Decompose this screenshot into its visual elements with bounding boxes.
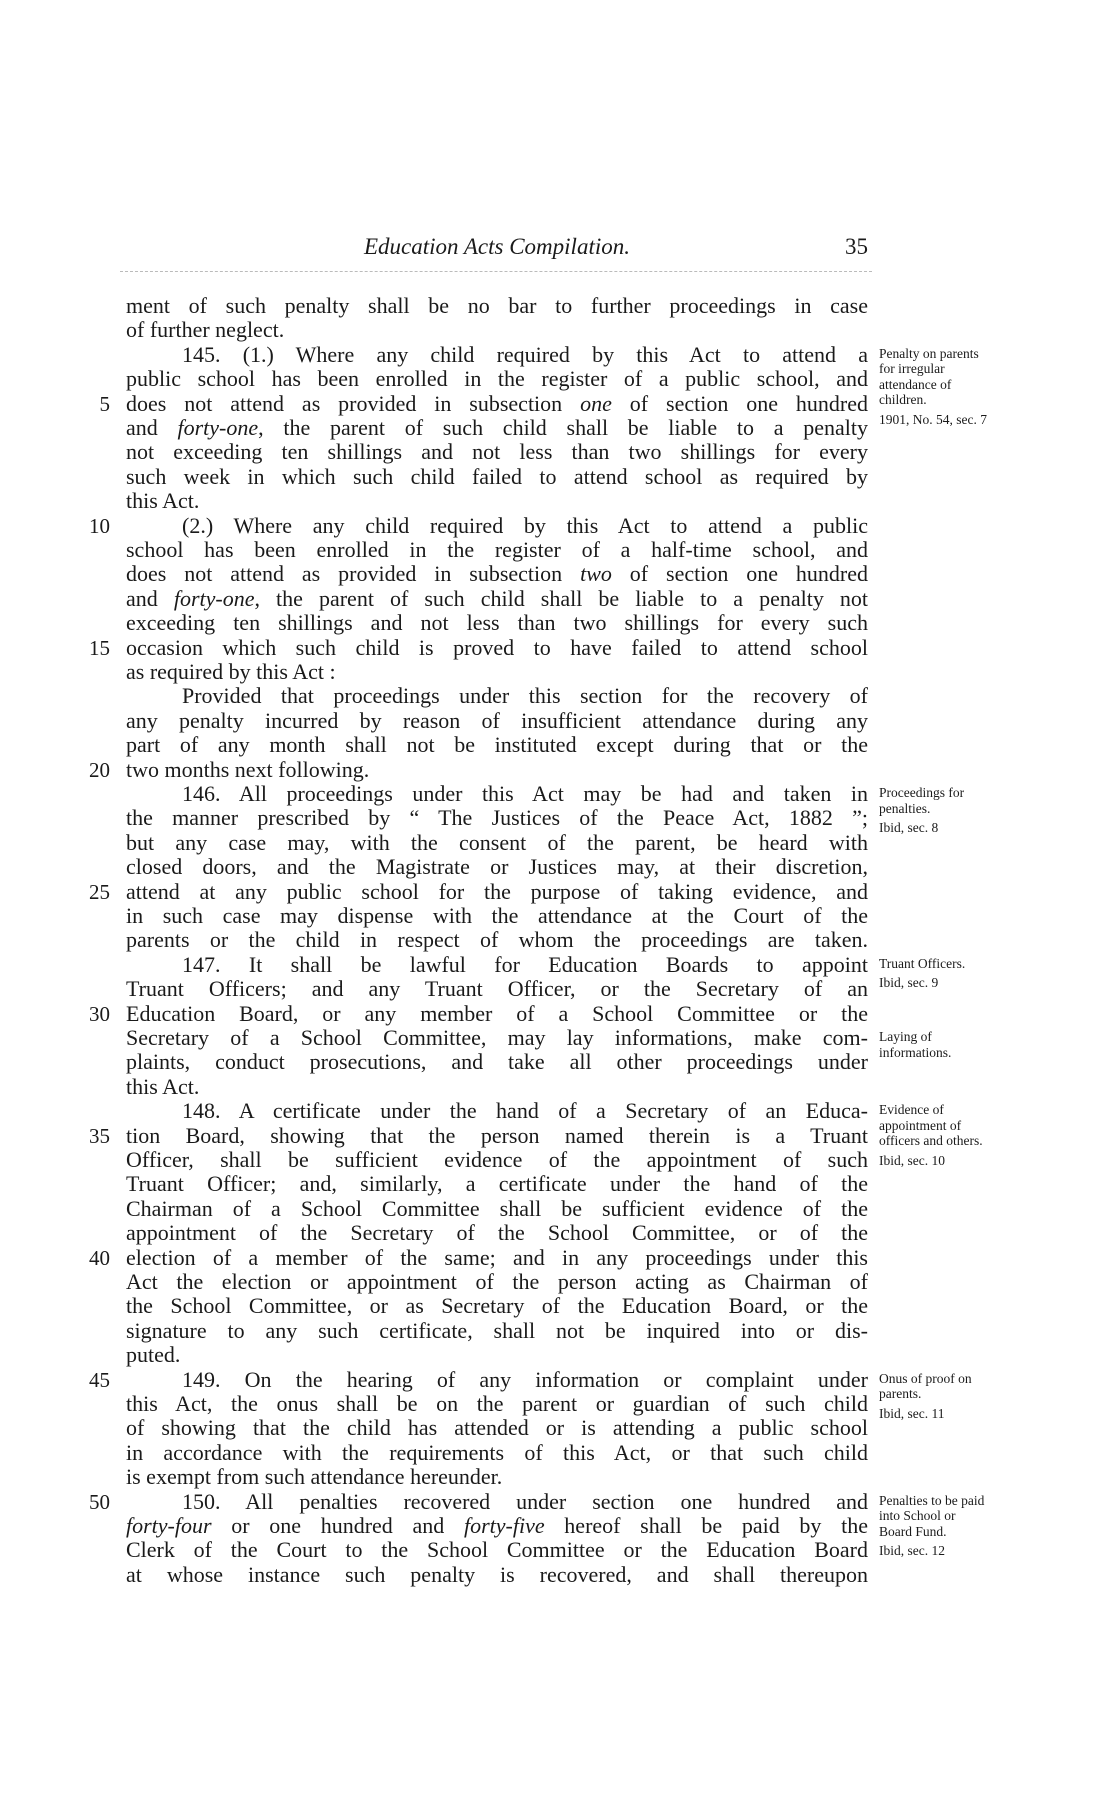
text-segment: Provided that proceedings under this section for the recovery of — [182, 683, 868, 709]
text-segment: does not attend as provided in subsection — [126, 561, 581, 587]
margin-note-line: attendance of — [879, 376, 952, 392]
text-segment: 149. On the hearing of any information or complaint under — [182, 1366, 868, 1392]
margin-note-line: Ibid, sec. 12 — [879, 1543, 945, 1559]
text-segment: and — [126, 415, 178, 440]
text-line — [126, 880, 868, 904]
margin-note — [879, 1029, 1109, 1060]
text-segment: election of a member of the same; and in any proceedings under this — [126, 1244, 868, 1270]
text-line — [126, 1026, 868, 1050]
text-line — [126, 1148, 868, 1172]
line-number: 50 — [89, 1489, 110, 1514]
text-line — [126, 1416, 868, 1440]
italic-text: forty-one — [177, 415, 259, 440]
text-segment: this Act, the onus shall be on the parent or guardian of such child — [126, 1391, 868, 1416]
italic-text: one — [580, 390, 612, 416]
text-segment: plaints, conduct prosecutions, and take all other proceedings under — [126, 1049, 868, 1075]
margin-note-line: Laying of — [879, 1029, 932, 1044]
text-line — [126, 1294, 868, 1318]
text-segment: this Act. — [126, 488, 200, 514]
text-segment: not exceeding ten shillings and not less than two shillings for every — [126, 439, 868, 465]
text-segment: but any case may, with the consent of the parent, be heard with — [126, 829, 868, 855]
text-segment: attend at any public school for the purpose of taking evidence, and — [126, 878, 868, 904]
text-segment: and — [126, 585, 174, 611]
text-segment: 150. All penalties recovered under section one hundred and — [182, 1488, 868, 1514]
text-line — [126, 1075, 868, 1099]
line-number: 5 — [99, 391, 110, 416]
header-title: Education Acts Compilation. — [364, 234, 630, 259]
text-segment: puted. — [126, 1342, 181, 1368]
text-segment: in accordance with the requirements of this Act, or that such child — [126, 1439, 868, 1465]
text-line — [182, 953, 868, 977]
text-line — [126, 1172, 868, 1196]
text-line — [182, 1490, 868, 1514]
text-segment: Officer, shall be sufficient evidence of the appointment of such — [126, 1147, 868, 1172]
text-line — [126, 294, 868, 318]
text-line — [126, 1270, 868, 1294]
text-segment: 148. A certificate under the hand of a Secretary of an Educa- — [182, 1098, 868, 1124]
text-segment: of showing that the child has attended or is attending a public school — [126, 1415, 868, 1441]
text-segment: Chairman of a School Committee shall be sufficient evidence of the — [126, 1195, 868, 1221]
text-line — [126, 1221, 868, 1245]
text-segment: the manner prescribed by “ The Justices of the Peace Act, 1882 ”; — [126, 805, 868, 831]
line-number: 30 — [89, 1001, 110, 1026]
text-segment: the School Committee, or as Secretary of the Education Board, or the — [126, 1293, 868, 1319]
text-segment: , the parent of such child shall be liable to a penalty — [258, 415, 868, 440]
margin-note-line: Evidence of — [879, 1102, 944, 1118]
text-segment: (2.) Where any child required by this Act to attend a public — [182, 512, 868, 538]
text-segment: closed doors, and the Magistrate or Justices may, at their discretion, — [126, 854, 868, 880]
text-line — [126, 1050, 868, 1074]
text-segment: Secretary of a School Committee, may lay informations, make com- — [126, 1025, 868, 1050]
text-line — [126, 831, 868, 855]
margin-note — [879, 1371, 1109, 1422]
margin-note-line: informations. — [879, 1044, 952, 1060]
text-segment: of section one hundred — [611, 561, 869, 587]
text-line — [182, 514, 868, 538]
text-segment: school has been enrolled in the register of a half-time school, and — [126, 537, 868, 562]
margin-note — [879, 1102, 1109, 1168]
text-line — [126, 806, 868, 830]
margin-note-line: into School or — [879, 1508, 956, 1524]
margin-note-line: Board Fund. — [879, 1523, 947, 1539]
text-segment: such week in which such child failed to attend school as required by — [126, 463, 868, 489]
text-line — [126, 489, 868, 513]
text-segment: this Act. — [126, 1073, 200, 1099]
line-number: 40 — [89, 1245, 110, 1270]
italic-text: forty-four — [126, 1513, 212, 1538]
text-line — [126, 904, 868, 928]
italic-text: two — [580, 561, 612, 587]
text-segment: does not attend as provided in subsection — [126, 390, 581, 416]
text-segment: occasion which such child is proved to have failed to attend school — [126, 634, 868, 660]
line-number: 25 — [89, 879, 110, 904]
text-segment: Education Board, or any member of a School Committee or the — [126, 1000, 868, 1026]
text-line — [182, 1099, 868, 1123]
text-line — [126, 416, 868, 440]
margin-note-line: for irregular — [879, 361, 945, 377]
text-line — [126, 977, 868, 1001]
margin-note-line: children. — [879, 392, 927, 408]
text-line — [182, 1368, 868, 1392]
text-segment: signature to any such certificate, shall not be inquired into or dis- — [126, 1317, 868, 1343]
margin-note-line: Ibid, sec. 11 — [879, 1405, 945, 1421]
text-line — [126, 1343, 868, 1367]
margin-note-line: Ibid, sec. 9 — [879, 975, 939, 991]
line-number: 15 — [89, 635, 110, 660]
text-segment: ment of such penalty shall be no bar to further proceedings in case — [126, 293, 868, 318]
text-segment: or one hundred and — [211, 1513, 464, 1538]
text-line — [126, 660, 868, 684]
text-segment: 146. All proceedings under this Act may be had and taken in — [182, 781, 868, 806]
margin-note-line: Onus of proof on — [879, 1370, 972, 1386]
text-line — [126, 1124, 868, 1148]
text-segment: appointment of the Secretary of the School Committee, or of the — [126, 1220, 868, 1246]
text-line — [126, 440, 868, 464]
text-segment: 145. (1.) Where any child required by this Act to attend a — [182, 341, 868, 367]
text-line — [126, 1392, 868, 1416]
text-segment: two months next following. — [126, 756, 370, 782]
text-line — [126, 587, 868, 611]
page-number: 35 — [845, 234, 868, 259]
text-segment: of further neglect. — [126, 317, 285, 343]
italic-text: forty-one — [173, 585, 255, 611]
text-segment: Act the election or appointment of the person acting as Chairman of — [126, 1269, 868, 1294]
text-line — [182, 782, 868, 806]
text-line — [126, 1563, 868, 1587]
text-line — [126, 562, 868, 586]
text-line — [126, 1465, 868, 1489]
text-line — [126, 709, 868, 733]
margin-note-line: Penalties to be paid — [879, 1492, 985, 1508]
margin-note-line: 1901, No. 54, sec. 7 — [879, 411, 987, 427]
text-segment: in such case may dispense with the attendance at the Court of the — [126, 903, 868, 928]
margin-note — [879, 346, 1109, 428]
text-segment: of section one hundred — [611, 390, 868, 416]
text-segment: 147. It shall be lawful for Education Boards to appoint — [182, 951, 868, 977]
margin-note-line: appointment of — [879, 1117, 962, 1133]
text-line — [126, 1319, 868, 1343]
text-line — [126, 855, 868, 879]
header-rule — [120, 271, 872, 272]
margin-note-line: officers and others. — [879, 1133, 983, 1149]
text-line — [126, 538, 868, 562]
text-segment: Truant Officer; and, similarly, a certificate under the hand of the — [126, 1171, 868, 1197]
text-line — [126, 1514, 868, 1538]
text-line — [126, 392, 868, 416]
text-line — [126, 367, 868, 391]
text-line — [126, 928, 868, 952]
margin-note-line: Truant Officers. — [879, 955, 966, 971]
text-line — [126, 733, 868, 757]
text-line — [126, 1197, 868, 1221]
margin-note-line: Penalty on parents — [879, 345, 979, 361]
text-segment: hereof shall be paid by the — [544, 1513, 868, 1538]
margin-note-line: penalties. — [879, 800, 931, 816]
margin-note — [879, 1493, 1109, 1559]
margin-note — [879, 785, 1109, 836]
text-line — [126, 1441, 868, 1465]
text-line — [182, 684, 868, 708]
text-segment: part of any month shall not be instituted except during that or the — [126, 732, 868, 758]
text-line — [126, 318, 868, 342]
margin-note-line: Ibid, sec. 10 — [879, 1152, 945, 1168]
text-segment: , the parent of such child shall be liable to a penalty not — [254, 585, 869, 611]
text-line — [126, 611, 868, 635]
text-segment: is exempt from such attendance hereunder. — [126, 1464, 503, 1490]
text-segment: public school has been enrolled in the register of a public school, and — [126, 366, 868, 392]
line-number: 10 — [89, 513, 110, 538]
margin-note-line: Ibid, sec. 8 — [879, 820, 939, 835]
text-line — [126, 1538, 868, 1562]
text-line — [126, 465, 868, 489]
text-segment: Truant Officers; and any Truant Officer, or the Secretary of an — [126, 976, 868, 1002]
text-segment: any penalty incurred by reason of insufficient attendance during any — [126, 707, 868, 733]
text-segment: exceeding ten shillings and not less than two shillings for every such — [126, 610, 868, 636]
text-line — [182, 343, 868, 367]
margin-note — [879, 956, 1109, 991]
line-number: 20 — [89, 757, 110, 782]
text-line — [126, 1246, 868, 1270]
text-segment: Clerk of the Court to the School Committee or the Education Board — [126, 1537, 868, 1563]
text-line — [126, 758, 868, 782]
text-segment: as required by this Act : — [126, 659, 336, 684]
text-line — [126, 1002, 868, 1026]
text-segment: tion Board, showing that the person named therein is a Truant — [126, 1122, 868, 1148]
text-segment: at whose instance such penalty is recovered, and shall thereupon — [126, 1561, 868, 1587]
margin-note-line: Proceedings for — [879, 785, 965, 800]
italic-text: forty-five — [463, 1513, 545, 1538]
text-line — [126, 636, 868, 660]
text-segment: parents or the child in respect of whom the proceedings are taken. — [126, 927, 868, 953]
margin-note-line: parents. — [879, 1386, 922, 1402]
line-number: 35 — [89, 1123, 110, 1148]
line-number: 45 — [89, 1367, 110, 1392]
